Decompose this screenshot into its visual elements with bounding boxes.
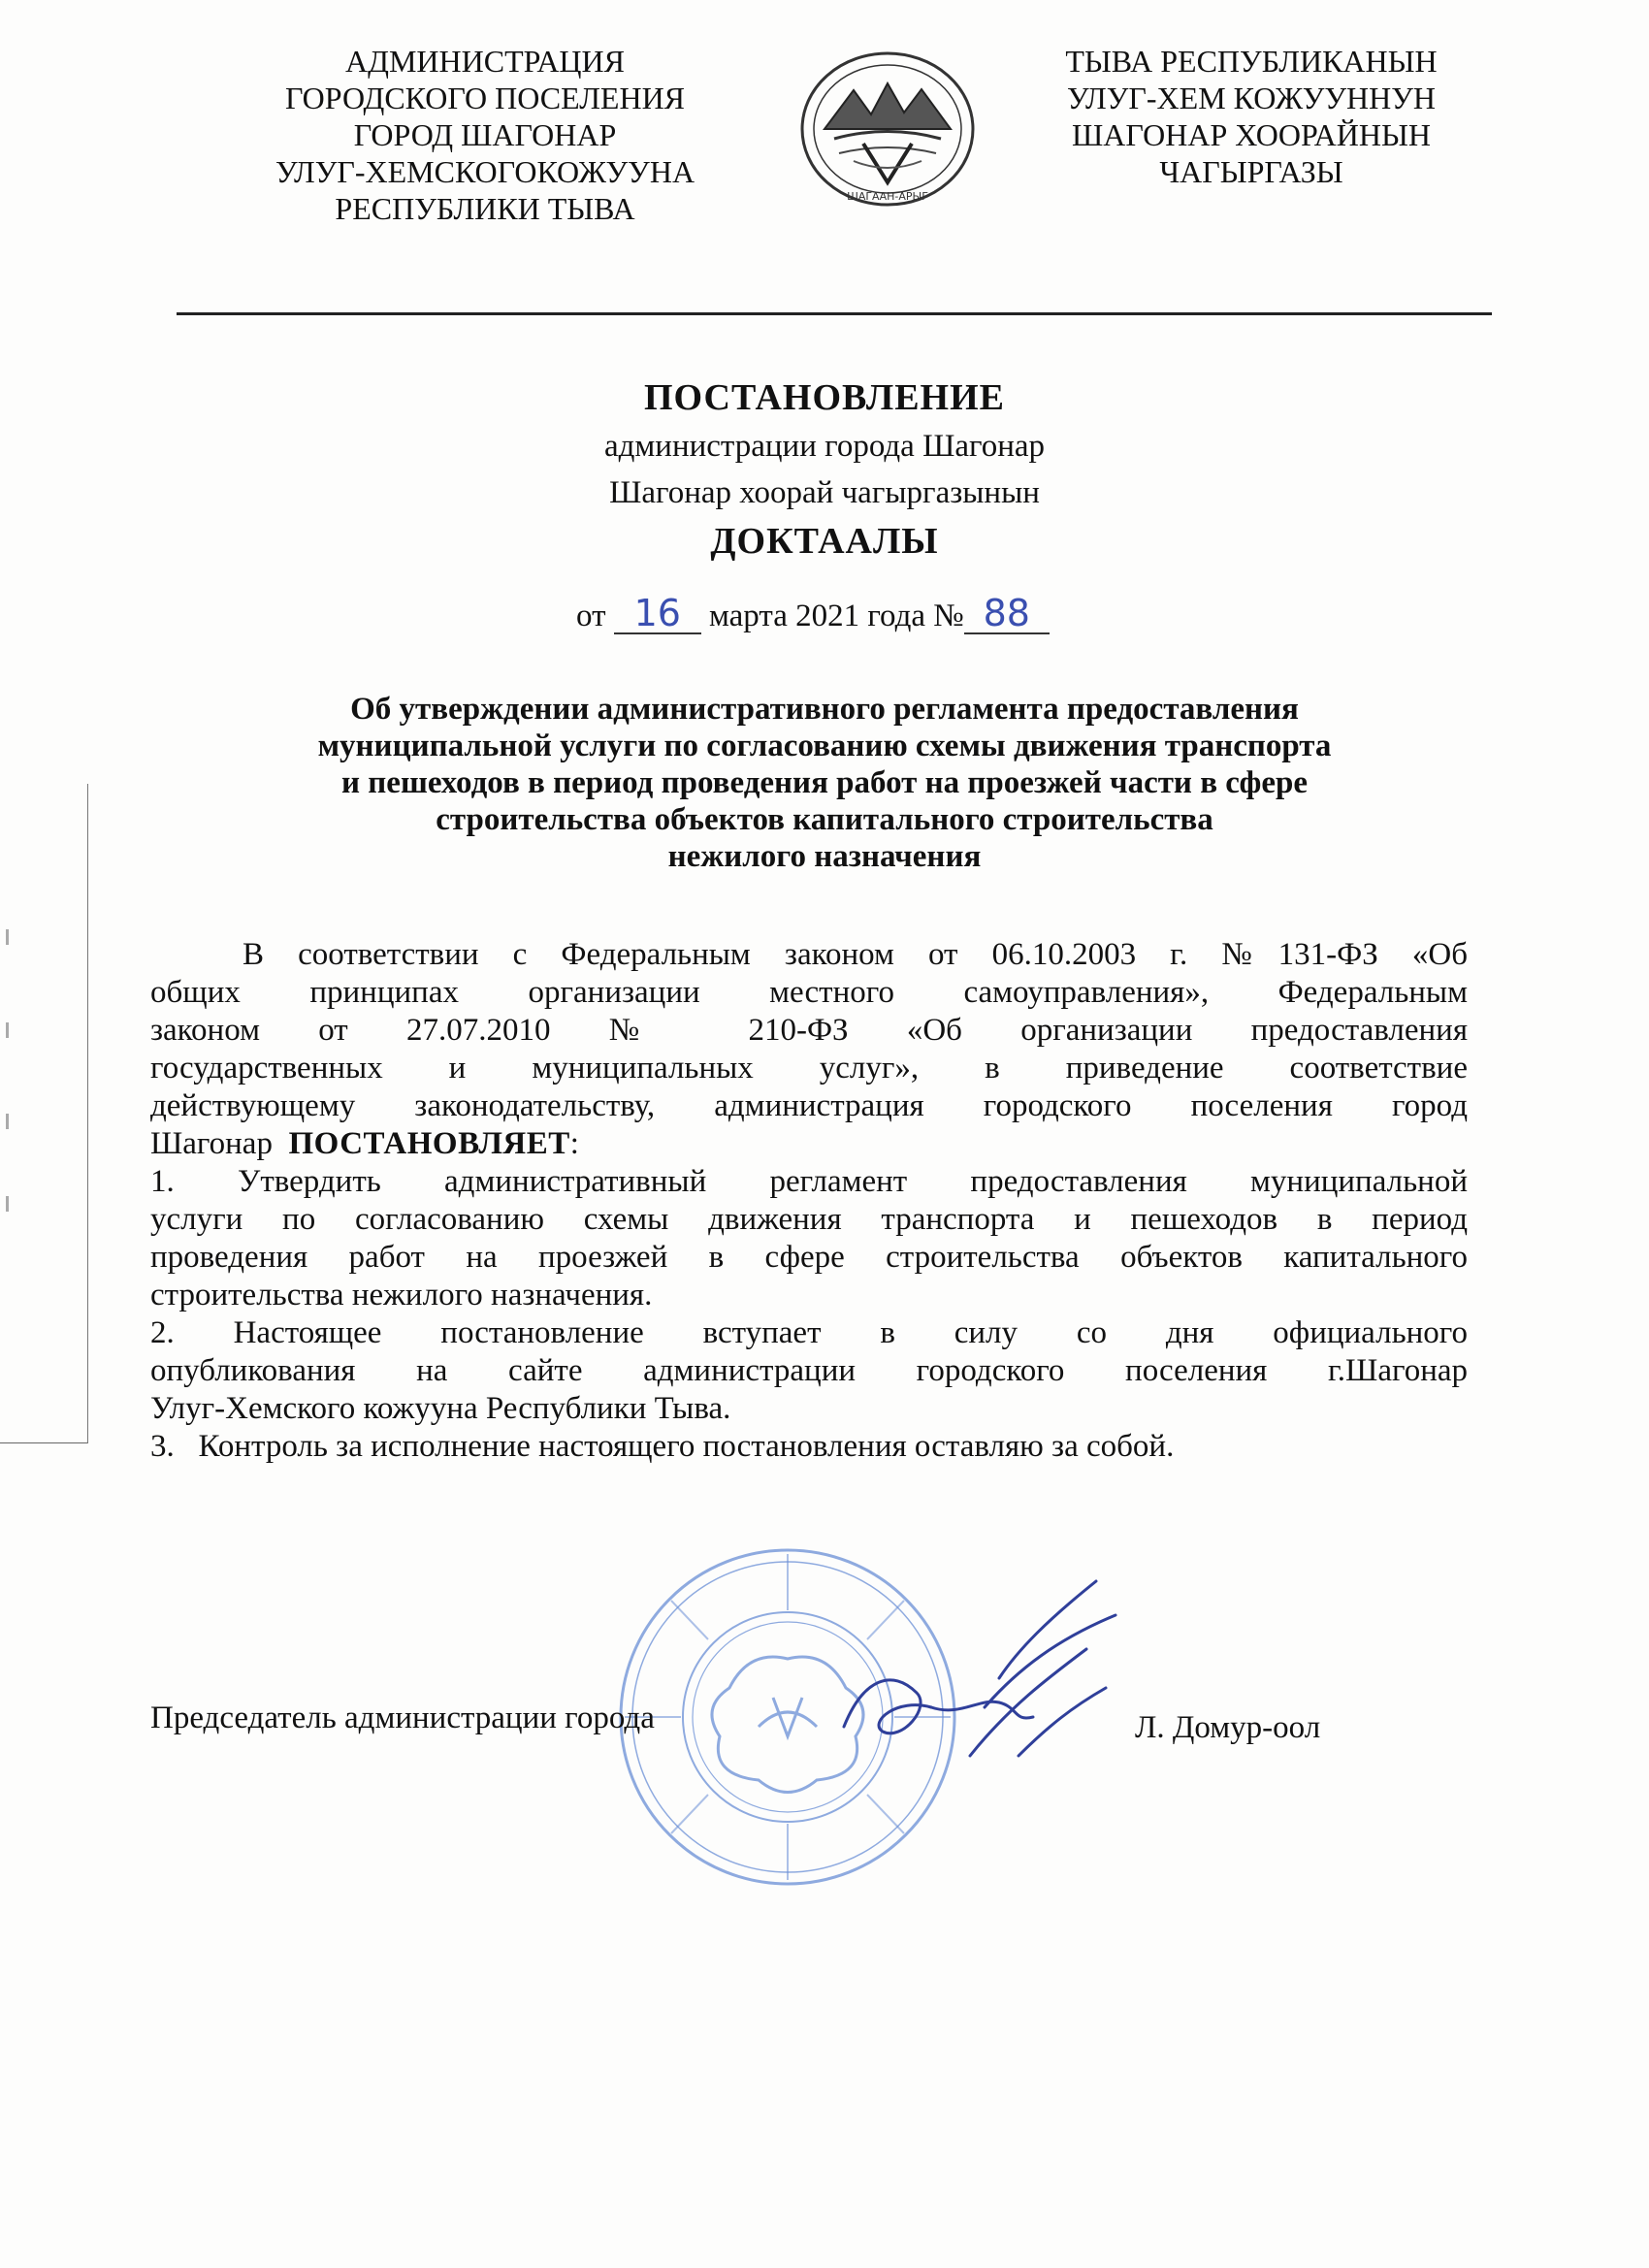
document-number-handwritten: 88 [964,594,1050,634]
scan-mark [6,1114,9,1129]
header-left-line: УЛУГ-ХЕМСКОГОКОЖУУНА [275,154,695,189]
item-2-line: 2. Настоящее постановление вступает в силу со дня официального [150,1315,1468,1350]
item-1-line: проведения работ на проезжей в сфере строительства объектов капитального [150,1240,1468,1275]
town-emblem-icon [795,47,980,211]
preamble-line: действующему законодательству, администрация городского поселения город [150,1088,1468,1123]
subject-line: Об утверждении административного регламента предоставления [350,692,1299,727]
header-right-line: ШАГОНАР ХООРАЙНЫН [1072,117,1431,152]
preamble-line: общих принципах организации местного самоуправления», Федеральным [150,975,1468,1010]
scan-mark [6,929,9,945]
subject-line: нежилого назначения [667,839,982,874]
header-divider [177,312,1492,315]
date-prefix: от [576,599,606,633]
scan-mark [6,1196,9,1212]
date-number-line [576,594,1050,634]
item-1-last-line: строительства нежилого назначения. [150,1278,653,1312]
document-subtitle-ru: администрации города Шагонар [603,429,1046,464]
preamble-last-text: Шагонар [150,1126,273,1161]
header-right-line: ТЫВА РЕСПУБЛИКАНЫН [1065,44,1438,79]
header-left-line: РЕСПУБЛИКИ ТЫВА [335,191,635,226]
signatory-name: Л. Домур-оол [1135,1710,1321,1745]
preamble-last-line [150,1125,1468,1163]
date-day-handwritten: 16 [614,594,701,634]
scan-cut-line [0,1442,87,1443]
header-right-line: УЛУГ-ХЕМ КОЖУУННУН [1066,81,1437,115]
date-middle: марта 2021 года № [709,599,964,633]
document-body [150,936,1468,1466]
preamble-line: законом от 27.07.2010 № 210-ФЗ «Об организации предоставления [150,1013,1468,1048]
item-2-last-line: Улуг-Хемского кожууна Республики Тыва. [150,1391,731,1426]
preamble-line: государственных и муниципальных услуг», в приведение соответствие [150,1051,1468,1085]
item-1-line: 1. Утвердить административный регламент предоставления муниципальной [150,1164,1468,1199]
header-left-line: ГОРОДСКОГО ПОСЕЛЕНИЯ [284,81,686,115]
header-left-line: ГОРОД ШАГОНАР [353,117,617,152]
scan-mark [6,1022,9,1038]
header-left-russian [242,43,728,227]
header-right-tuvan [1009,43,1494,190]
handwritten-signature-icon [824,1562,1135,1795]
document-title: ПОСТАНОВЛЕНИЕ [643,377,1006,418]
document-title-tyv: ДОКТААЛЫ [710,521,939,562]
subject-line: строительства объектов капитального строительства [436,802,1213,837]
item-1-line: услуги по согласованию схемы движения транспорта и пешеходов в период [150,1202,1468,1237]
header-right-line: ЧАГЫРГАЗЫ [1159,154,1343,189]
decree-colon: : [569,1126,579,1161]
header-left-line: АДМИНИСТРАЦИЯ [345,44,625,79]
signatory-position: Председатель администрации города [150,1701,655,1735]
scan-edge-artifact [0,784,88,1443]
subject-line: и пешеходов в период проведения работ на проезжей части в сфере [341,765,1308,800]
emblem-caption: ШАГААН-АРЫГ [847,190,928,203]
document-subject [0,691,1649,875]
subject-line: муниципальной услуги по согласованию схемы движения транспорта [317,729,1332,763]
preamble-line: В соответствии с Федеральным законом от 06.10.2003 г. №131-ФЗ «Об [242,937,1468,972]
decree-word: ПОСТАНОВЛЯЕТ [288,1126,570,1161]
document-subtitle-tyv: Шагонар хоорай чагыргазынын [609,475,1040,510]
item-3-line: 3. Контроль за исполнение настоящего постановления оставляю за собой. [150,1429,1175,1464]
item-2-line: опубликования на сайте администрации городского поселения г.Шагонар [150,1353,1468,1388]
